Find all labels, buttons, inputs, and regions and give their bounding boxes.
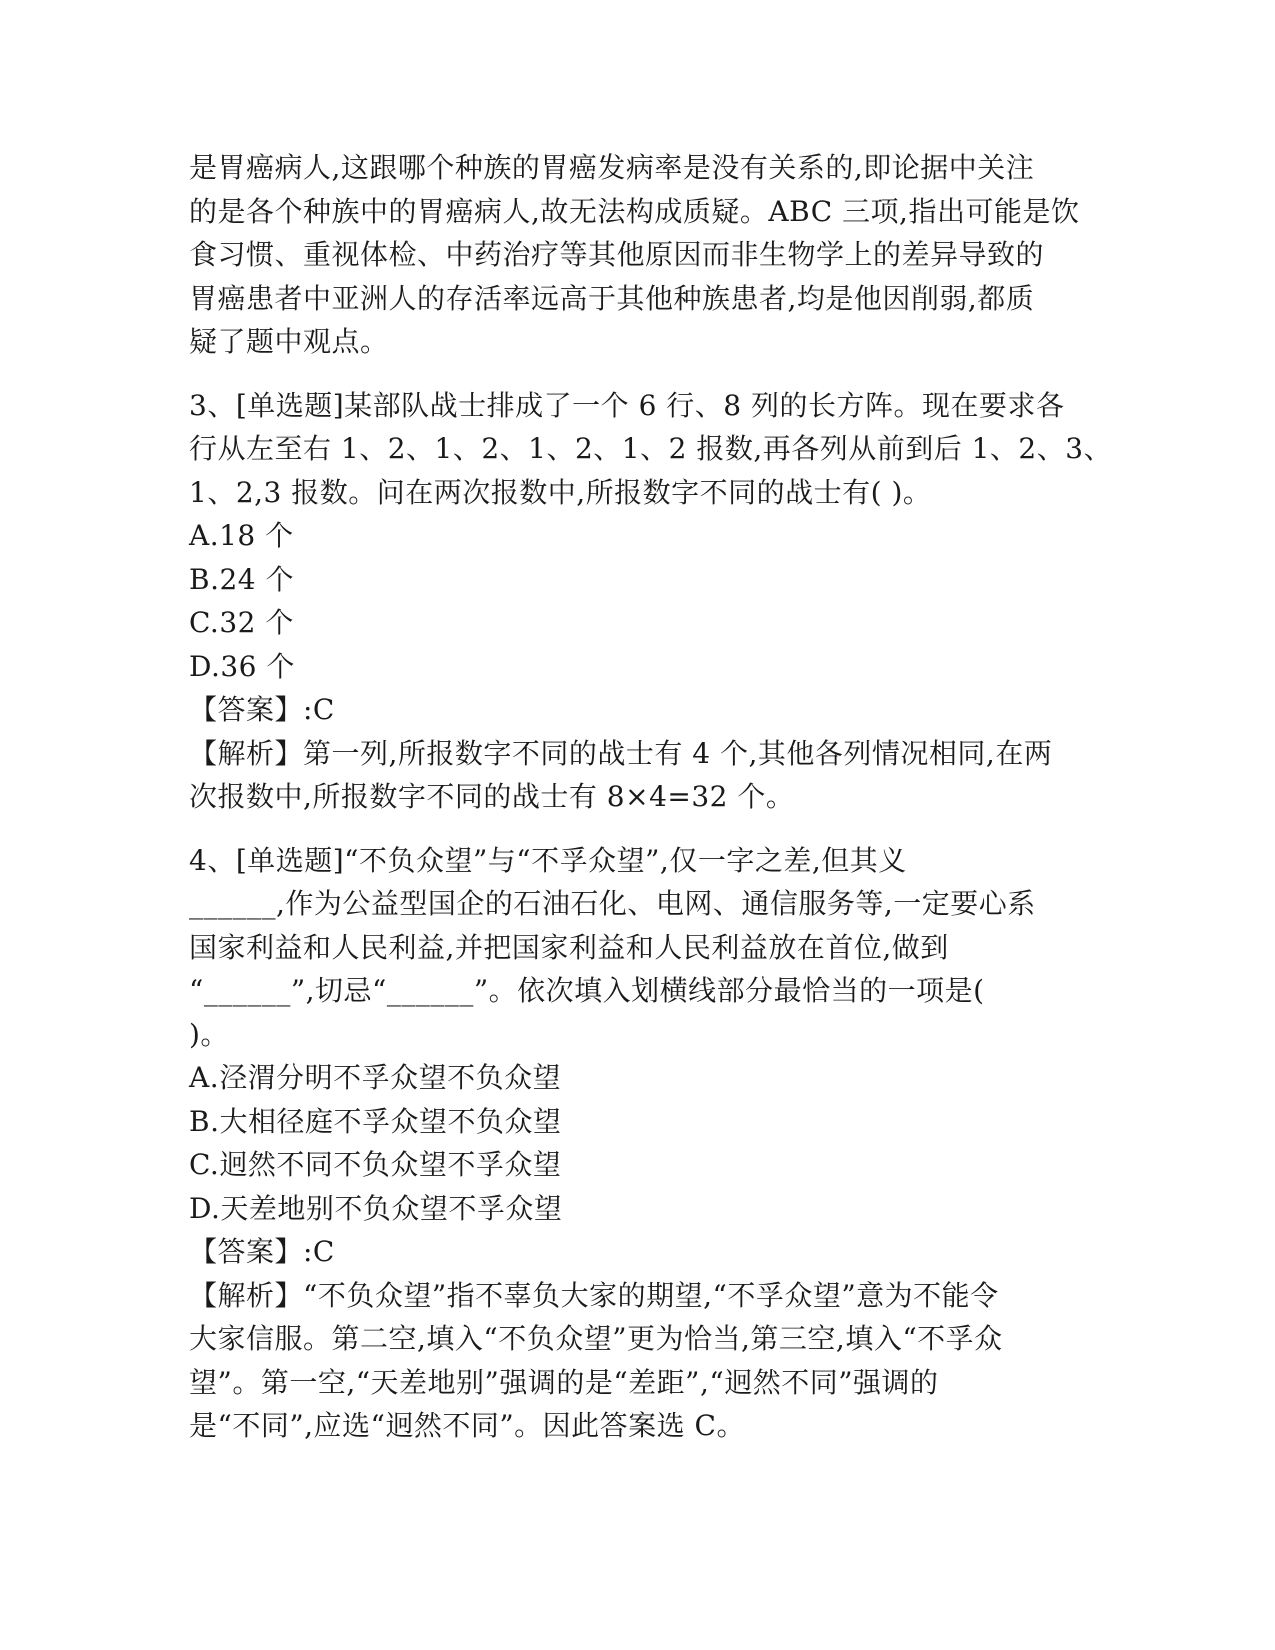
text-line: 的是各个种族中的胃癌病人,故无法构成质疑。ABC 三项,指出可能是饮 [189, 194, 1080, 228]
option-d: D.36 个 [189, 649, 295, 683]
previous-analysis-continuation [189, 146, 1089, 364]
answer-line: 【答案】:C [189, 1235, 335, 1268]
question-stem-line: 3、[单选题]某部队战士排成了一个 6 行、8 列的长方阵。现在要求各 [189, 388, 1065, 422]
option-b: B.24 个 [189, 562, 295, 596]
option-a: A.18 个 [189, 519, 294, 552]
analysis-line: 大家信服。第二空,填入“不负众望”更为恰当,第三空,填入“不孚众 [189, 1322, 1003, 1355]
option-c: C.32 个 [189, 606, 294, 639]
question-stem-line: 国家利益和人民利益,并把国家利益和人民利益放在首位,做到 [189, 930, 949, 964]
analysis-line: 【解析】第一列,所报数字不同的战士有 4 个,其他各列情况相同,在两 [189, 736, 1053, 770]
text-line: 疑了题中观点。 [189, 325, 389, 358]
text-line: 食习惯、重视体检、中药治疗等其他原因而非生物学上的差异导致的 [189, 238, 1045, 271]
option-d: D.天差地别不负众望不孚众望 [189, 1191, 563, 1225]
question-4 [189, 839, 1089, 1448]
analysis-line: 次报数中,所报数字不同的战士有 8×4=32 个。 [189, 780, 795, 813]
question-stem-line: 行从左至右 1、2、1、2、1、2、1、2 报数,再各列从前到后 1、2、3、 [189, 432, 1113, 465]
question-stem-line: 4、[单选题]“不负众望”与“不孚众望”,仅一字之差,但其义 [189, 843, 907, 877]
question-stem-line: ______,作为公益型国企的石油石化、电网、通信服务等,一定要心系 [189, 887, 1036, 920]
document-page [189, 146, 1113, 1468]
option-c: C.迥然不同不负众望不孚众望 [189, 1148, 562, 1181]
answer-line: 【答案】:C [189, 693, 335, 726]
text-line: 胃癌患者中亚洲人的存活率远高于其他种族患者,均是他因削弱,都质 [189, 281, 1035, 315]
text-line: 是胃癌病人,这跟哪个种族的胃癌发病率是没有关系的,即论据中关注 [189, 151, 1035, 184]
question-stem-line: 1、2,3 报数。问在两次报数中,所报数字不同的战士有( )。 [189, 475, 932, 509]
question-stem-line: “______”,切忌“______”。依次填入划横线部分最恰当的一项是( [189, 974, 985, 1007]
analysis-line: 望”。第一空,“天差地别”强调的是“差距”,“迥然不同”强调的 [189, 1365, 939, 1399]
question-stem-line: )。 [189, 1017, 229, 1051]
analysis-line: 是“不同”,应选“迥然不同”。因此答案选 C。 [189, 1409, 745, 1442]
question-3 [189, 384, 1113, 819]
option-b: B.大相径庭不孚众望不负众望 [189, 1104, 562, 1138]
analysis-line: 【解析】“不负众望”指不辜负大家的期望,“不孚众望”意为不能令 [189, 1278, 999, 1312]
option-a: A.泾渭分明不孚众望不负众望 [189, 1061, 562, 1094]
